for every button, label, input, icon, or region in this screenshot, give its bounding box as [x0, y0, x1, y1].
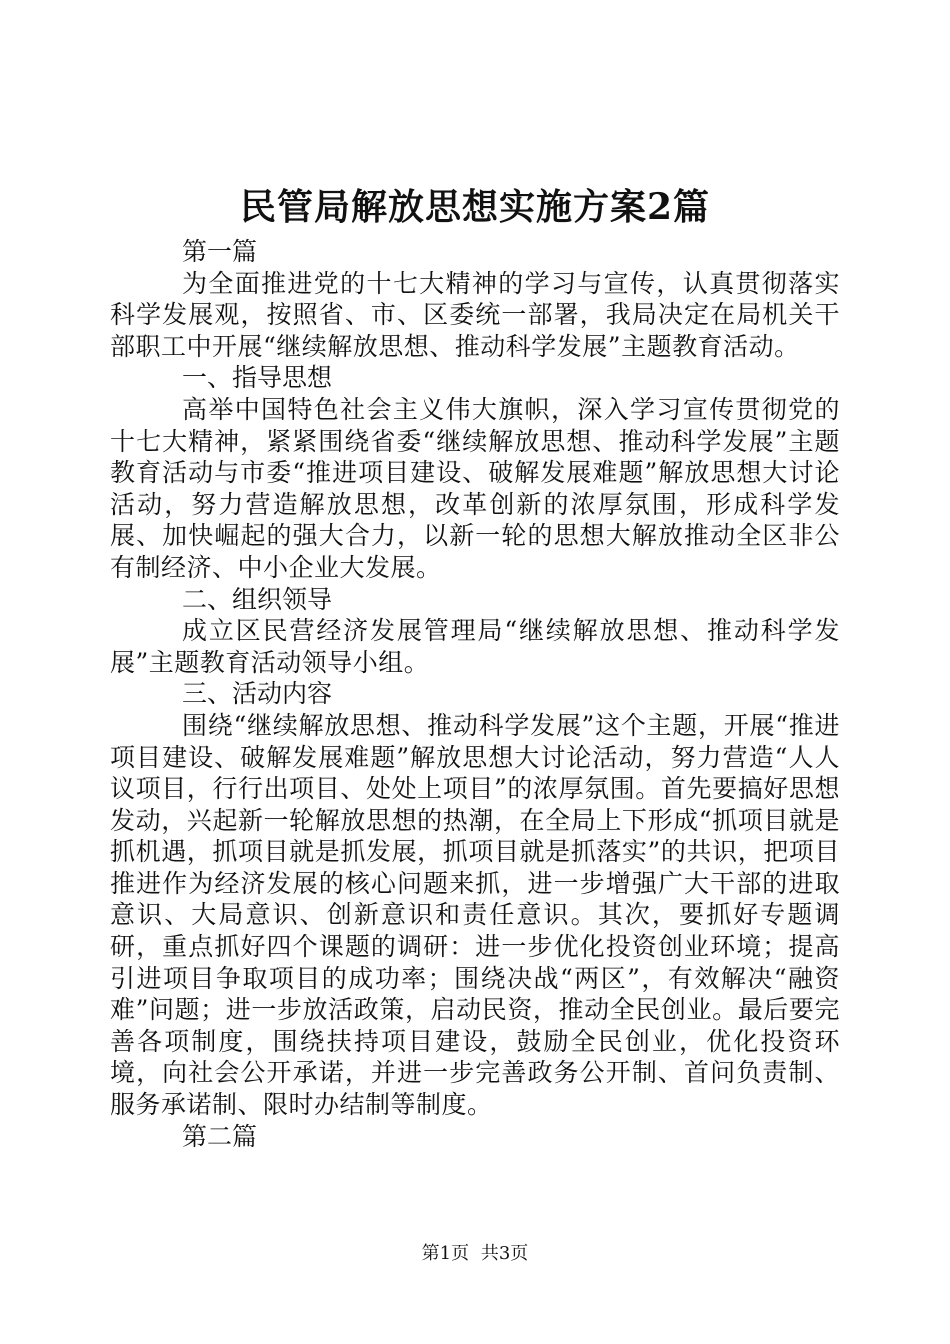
- page-number: 第1页: [421, 1243, 470, 1264]
- section-heading-part-two: 第二篇: [182, 1121, 258, 1151]
- section-heading-guiding-ideology: 一、指导思想: [182, 363, 333, 393]
- section-heading-activities: 三、活动内容: [182, 679, 333, 709]
- section-heading-organization: 二、组织领导: [182, 584, 333, 614]
- paragraph-guiding-ideology: 高举中国特色社会主义伟大旗帜，深入学习宣传贯彻党的十七大精神，紧紧围绕省委“继续解放思想、推动科学发展”主题教育活动与市委“推进项目建设、破解发展难题”解放思想大讨论活动，努力营造解放思想，改革创新的浓厚氛围，形成科学发展、加快崛起的强大合力，以新一轮的思想大解放推动全区非公有制经济、中小企业大发展。: [110, 394, 840, 582]
- paragraph-intro: 为全面推进党的十七大精神的学习与宣传，认真贯彻落实科学发展观，按照省、市、区委统一部署，我局决定在局机关干部职工中开展“继续解放思想、推动科学发展”主题教育活动。: [110, 268, 840, 361]
- page-footer: [0, 1242, 950, 1266]
- paragraph-organization: 成立区民营经济发展管理局“继续解放思想、推动科学发展”主题教育活动领导小组。: [110, 616, 840, 677]
- page-total: 共3页: [480, 1243, 529, 1264]
- section-heading-part-one: 第一篇: [182, 237, 258, 266]
- paragraph-activities: 围绕“继续解放思想、推动科学发展”这个主题，开展“推进项目建设、破解发展难题”解放思想大讨论活动，努力营造“人人议项目，行行出项目、处处上项目”的浓厚氛围。首先要搞好思想发动，兴起新一轮解放思想的热潮，在全局上下形成“抓项目就是抓机遇，抓项目就是抓发展，抓项目就是抓落实”的共识，把项目推进作为经济发展的核心问题来抓，进一步增强广大干部的进取意识、大局意识、创新意识和责任意识。其次，要抓好专题调研，重点抓好四个课题的调研：进一步优化投资创业环境；提高引进项目争取项目的成功率；围绕决战“两区”，有效解决“融资难”问题；进一步放活政策，启动民资，推动全民创业。最后要完善各项制度，围绕扶持项目建设，鼓励全民创业，优化投资环境，向社会公开承诺，并进一步完善政务公开制、首问负责制、服务承诺制、限时办结制等制度。: [110, 710, 840, 1120]
- document-body: [110, 236, 840, 1152]
- document-title: 民管局解放思想实施方案2篇: [239, 186, 711, 228]
